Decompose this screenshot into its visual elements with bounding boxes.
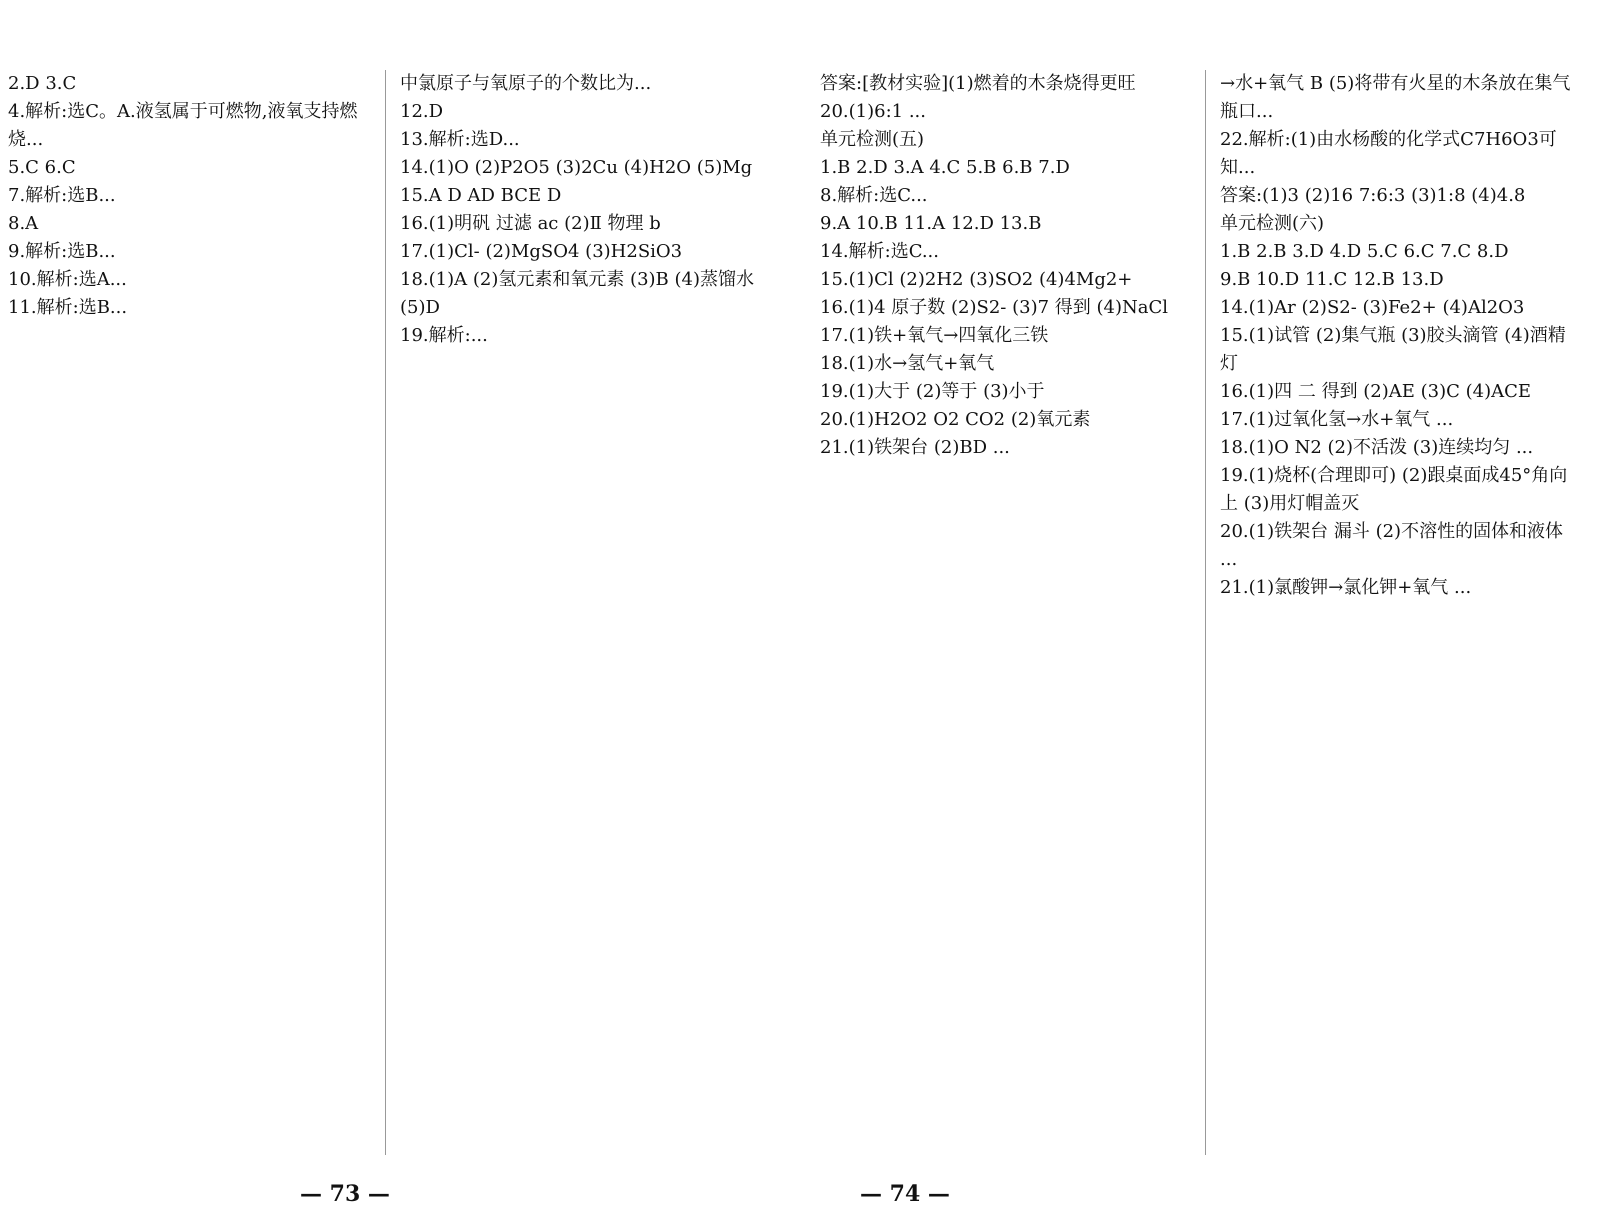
left-column-1: 2.D 3.C 4.解析:选C。A.液氢属于可燃物,液氧支持燃烧... 5.C 6.C 7.解析:选B... 8.A 9.解析:选B... 10.解析:选A... 11.解析:选B... [8,73,358,318]
left-column-2: 中氯原子与氧原子的个数比为... 12.D 13.解析:选D... 14.(1)O (2)P2O5 (3)2Cu (4)H2O (5)Mg 15.A D AD BCE D 16.(1)明矾 过滤 ac (2)Ⅱ 物理 b 17.(1)Cl- (2)MgSO4 (3)H2SiO3 18.(1)A (2)氢元素和氧元素 (3)B (4)蒸馏水 (5)D 19.解析:... [400,73,755,346]
right-divider [1205,70,1206,1155]
page-number-73: — 73 — [300,1181,390,1207]
right-page [800,0,1600,1225]
right-column-1: 答案:[教材实验](1)燃着的木条烧得更旺 20.(1)6:1 ... 单元检测(五) 1.B 2.D 3.A 4.C 5.B 6.B 7.D 8.解析:选C... 9.A 10.B 11.A 12.D 13.B 14.解析:选C... 15.(1)Cl (2)2H2 (3)SO2 (4)4Mg2+ 16.(1)4 原子数 (2)S2- (3)7 得到 (4)NaCl 17.(1)铁+氧气→四氧化三铁 18.(1)水→氢气+氧气 19.(1)大于 (2)等于 (3)小于 20.(1)H2O2 O2 CO2 (2)氧元素 21.(1)铁架台 (2)BD ... [820,73,1169,458]
right-column-2: →水+氧气 B (5)将带有火星的木条放在集气瓶口... 22.解析:(1)由水杨酸的化学式C7H6O3可知... 答案:(1)3 (2)16 7:6:3 (3)1:8 (4)4.8 单元检测(六) 1.B 2.B 3.D 4.D 5.C 6.C 7.C 8.D 9.B 10.D 11.C 12.B 13.D 14.(1)Ar (2)S2- (3)Fe2+ (4)Al2O3 15.(1)试管 (2)集气瓶 (3)胶头滴管 (4)酒精灯 16.(1)四 二 得到 (2)AE (3)C (4)ACE 17.(1)过氧化氢→水+氧气 ... 18.(1)O N2 (2)不活泼 (3)连续均匀 ... 19.(1)烧杯(合理即可) (2)跟桌面成45°角向上 (3)用灯帽盖灭 20.(1)铁架台 漏斗 (2)不溶性的固体和液体 ... 21.(1)氯酸钾→氯化钾+氧气 ... [1220,73,1571,598]
page-number-74: — 74 — [860,1181,950,1207]
left-divider [385,70,386,1155]
